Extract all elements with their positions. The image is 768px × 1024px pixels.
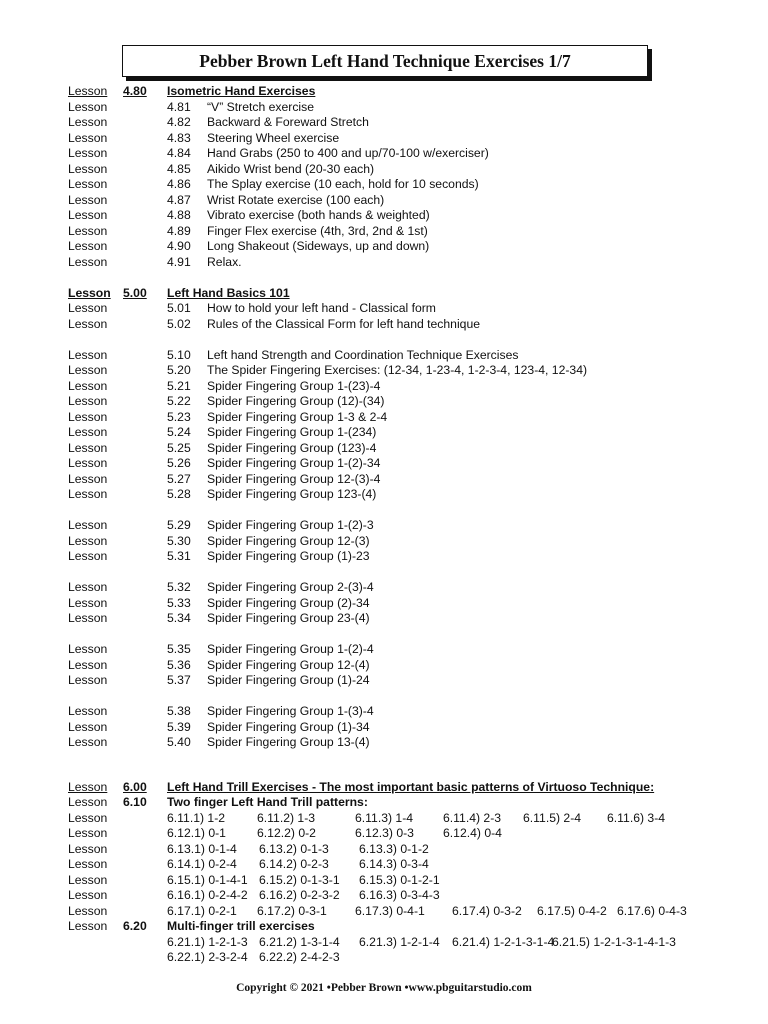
- lesson-label: Lesson: [68, 301, 108, 315]
- section-title: Multi-finger trill exercises: [167, 919, 315, 934]
- trill-pattern: 6.17.2) 0-3-1: [257, 903, 327, 918]
- section-number: 6.10: [123, 795, 147, 810]
- lesson-label: Lesson: [68, 487, 108, 501]
- lesson-title: Spider Fingering Group 1-(2)-3: [207, 518, 374, 532]
- lesson-title: The Spider Fingering Exercises: (12-34, 1-23-4, 1-2-3-4, 123-4, 12-34): [207, 363, 588, 377]
- lesson-label: Lesson: [68, 779, 108, 794]
- lesson-label: Lesson: [68, 704, 108, 718]
- lesson-label: Lesson: [68, 394, 108, 408]
- lesson-label: Lesson: [68, 719, 108, 734]
- lesson-label: Lesson: [68, 192, 108, 207]
- lesson-title: Spider Fingering Group (2)-34: [207, 595, 370, 610]
- trill-pattern: 6.16.1) 0-2-4-2: [167, 888, 248, 903]
- trill-pattern: 6.16.3) 0-3-4-3: [359, 888, 440, 903]
- trill-pattern: 6.11.2) 1-3: [257, 810, 316, 825]
- lesson-title: Steering Wheel exercise: [207, 130, 340, 145]
- section-number: 4.80: [123, 84, 147, 98]
- section-title: Left Hand Basics 101: [167, 285, 290, 300]
- lesson-number: 5.23: [167, 409, 191, 424]
- lesson-title: Spider Fingering Group 1-3 & 2-4: [207, 409, 388, 424]
- lesson-title: Spider Fingering Group 12-(4): [207, 657, 370, 672]
- trill-pattern: 6.21.4) 1-2-1-3-1-4: [452, 934, 555, 949]
- page-title: Pebber Brown Left Hand Technique Exercises 1/7: [199, 50, 571, 71]
- lesson-label: Lesson: [68, 471, 108, 486]
- lesson-number: 5.32: [167, 580, 191, 594]
- trill-pattern: 6.14.3) 0-3-4: [359, 857, 429, 872]
- trill-pattern: 6.13.1) 0-1-4: [167, 841, 237, 856]
- lesson-label: Lesson: [68, 919, 108, 934]
- lesson-title: Spider Fingering Group (1)-23: [207, 549, 370, 563]
- lesson-label: Lesson: [68, 130, 108, 145]
- lesson-label: Lesson: [68, 657, 108, 672]
- lesson-title: Backward & Foreward Stretch: [207, 115, 369, 129]
- lesson-title: Wrist Rotate exercise (100 each): [207, 192, 385, 207]
- trill-pattern: 6.22.1) 2-3-2-4: [167, 950, 248, 965]
- trill-pattern: 6.12.3) 0-3: [355, 826, 414, 841]
- lesson-title: Spider Fingering Group (12)-(34): [207, 394, 385, 408]
- lesson-title: Left hand Strength and Coordination Technique Exercises: [207, 347, 519, 362]
- lesson-label: Lesson: [68, 888, 108, 903]
- trill-pattern: 6.17.3) 0-4-1: [355, 903, 425, 918]
- lesson-label: Lesson: [68, 456, 108, 470]
- lesson-number: 5.21: [167, 378, 191, 393]
- trill-pattern: 6.17.5) 0-4-2: [537, 903, 607, 918]
- section-number: 6.20: [123, 919, 147, 934]
- lesson-title: Spider Fingering Group 23-(4): [207, 611, 370, 625]
- trill-pattern: 6.17.4) 0-3-2: [452, 903, 522, 918]
- lesson-number: 5.20: [167, 363, 191, 377]
- lesson-label: Lesson: [68, 611, 108, 625]
- lesson-label: Lesson: [68, 440, 108, 455]
- lesson-label: Lesson: [68, 857, 108, 872]
- lesson-number: 5.02: [167, 316, 191, 331]
- lesson-number: 4.88: [167, 208, 191, 222]
- lesson-title: Hand Grabs (250 to 400 and up/70-100 w/exerciser): [207, 146, 489, 160]
- lesson-number: 4.84: [167, 146, 191, 160]
- lesson-label: Lesson: [68, 363, 108, 377]
- lesson-label: Lesson: [68, 285, 111, 300]
- trill-pattern: 6.11.5) 2-4: [523, 810, 582, 825]
- lesson-title: Spider Fingering Group 12-(3)-4: [207, 471, 381, 486]
- trill-pattern: 6.11.3) 1-4: [355, 810, 414, 825]
- lesson-number: 4.91: [167, 254, 191, 269]
- lesson-title: Spider Fingering Group 123-(4): [207, 487, 377, 501]
- lesson-title: Finger Flex exercise (4th, 3rd, 2nd & 1st): [207, 223, 428, 238]
- lesson-label: Lesson: [68, 177, 108, 191]
- trill-pattern: 6.21.3) 1-2-1-4: [359, 934, 440, 949]
- lesson-label: Lesson: [68, 872, 108, 887]
- lesson-title: Spider Fingering Group 1-(2)-4: [207, 642, 374, 656]
- lesson-number: 5.36: [167, 657, 191, 672]
- lesson-number: 5.37: [167, 673, 191, 687]
- trill-pattern: 6.12.1) 0-1: [167, 826, 226, 841]
- lesson-number: 5.30: [167, 533, 191, 548]
- trill-pattern: 6.17.1) 0-2-1: [167, 903, 237, 918]
- lesson-label: Lesson: [68, 795, 108, 810]
- trill-pattern: 6.21.1) 1-2-1-3: [167, 934, 248, 949]
- lesson-label: Lesson: [68, 841, 108, 856]
- lesson-label: Lesson: [68, 223, 108, 238]
- section-number: 5.00: [123, 285, 147, 300]
- trill-pattern: 6.21.5) 1-2-1-3-1-4-1-3: [552, 934, 676, 949]
- lesson-number: 5.01: [167, 301, 191, 315]
- lesson-title: Relax.: [207, 254, 242, 269]
- lesson-label: Lesson: [68, 208, 108, 222]
- trill-pattern: 6.12.4) 0-4: [443, 826, 502, 841]
- lesson-label: Lesson: [68, 533, 108, 548]
- lesson-number: 4.86: [167, 177, 191, 191]
- lesson-number: 5.31: [167, 549, 191, 563]
- lesson-title: Spider Fingering Group (1)-34: [207, 719, 370, 734]
- lesson-label: Lesson: [68, 347, 108, 362]
- trill-pattern: 6.14.2) 0-2-3: [259, 857, 329, 872]
- lesson-title: “V” Stretch exercise: [207, 99, 315, 114]
- lesson-label: Lesson: [68, 115, 108, 129]
- lesson-number: 5.39: [167, 719, 191, 734]
- lesson-title: Spider Fingering Group 1-(2)-34: [207, 456, 381, 470]
- lesson-number: 4.83: [167, 130, 191, 145]
- trill-pattern: 6.14.1) 0-2-4: [167, 857, 237, 872]
- lesson-label: Lesson: [68, 580, 108, 594]
- lesson-number: 4.90: [167, 239, 191, 253]
- lesson-number: 4.82: [167, 115, 191, 129]
- lesson-label: Lesson: [68, 826, 108, 841]
- lesson-number: 5.24: [167, 425, 191, 439]
- lesson-title: Spider Fingering Group (123)-4: [207, 440, 377, 455]
- trill-pattern: 6.11.6) 3-4: [607, 810, 666, 825]
- lesson-label: Lesson: [68, 810, 108, 825]
- lesson-number: 5.26: [167, 456, 191, 470]
- lesson-number: 5.34: [167, 611, 191, 625]
- lesson-number: 5.27: [167, 471, 191, 486]
- lesson-title: Rules of the Classical Form for left hand technique: [207, 316, 480, 331]
- lesson-number: 5.38: [167, 704, 191, 718]
- lesson-title: How to hold your left hand - Classical form: [207, 301, 436, 315]
- lesson-label: Lesson: [68, 735, 108, 749]
- lesson-title: Aikido Wrist bend (20-30 each): [207, 161, 375, 176]
- lesson-number: 5.29: [167, 518, 191, 532]
- lesson-number: 5.10: [167, 347, 191, 362]
- trill-pattern: 6.13.2) 0-1-3: [259, 841, 329, 856]
- lesson-label: Lesson: [68, 518, 108, 532]
- section-title: Left Hand Trill Exercises - The most important basic patterns of Virtuoso Technique:: [167, 779, 655, 794]
- lesson-title: The Splay exercise (10 each, hold for 10 seconds): [207, 177, 479, 191]
- lesson-label: Lesson: [68, 146, 108, 160]
- trill-pattern: 6.15.1) 0-1-4-1: [167, 872, 248, 887]
- trill-pattern: 6.21.2) 1-3-1-4: [259, 934, 340, 949]
- trill-pattern: 6.16.2) 0-2-3-2: [259, 888, 340, 903]
- lesson-title: Spider Fingering Group 1-(234): [207, 425, 377, 439]
- trill-pattern: 6.13.3) 0-1-2: [359, 841, 429, 856]
- lesson-label: Lesson: [68, 378, 108, 393]
- lesson-number: 4.81: [167, 99, 191, 114]
- section-number: 6.00: [123, 779, 147, 794]
- lesson-title: Spider Fingering Group 2-(3)-4: [207, 580, 374, 594]
- lesson-label: Lesson: [68, 316, 108, 331]
- lesson-title: Vibrato exercise (both hands & weighted): [207, 208, 430, 222]
- lesson-label: Lesson: [68, 99, 108, 114]
- lesson-title: Spider Fingering Group 13-(4): [207, 735, 370, 749]
- lesson-number: 5.22: [167, 394, 191, 408]
- lesson-label: Lesson: [68, 595, 108, 610]
- lesson-label: Lesson: [68, 239, 108, 253]
- lesson-title: Spider Fingering Group 1-(23)-4: [207, 378, 381, 393]
- trill-pattern: 6.11.4) 2-3: [443, 810, 502, 825]
- trill-pattern: 6.12.2) 0-2: [257, 826, 316, 841]
- trill-pattern: 6.22.2) 2-4-2-3: [259, 950, 340, 965]
- lesson-title: Spider Fingering Group (1)-24: [207, 673, 370, 687]
- lesson-label: Lesson: [68, 161, 108, 176]
- lesson-number: 4.89: [167, 223, 191, 238]
- title-box: [122, 45, 648, 77]
- trill-pattern: 6.15.3) 0-1-2-1: [359, 872, 440, 887]
- lesson-number: 4.85: [167, 161, 191, 176]
- lesson-label: Lesson: [68, 409, 108, 424]
- lesson-number: 5.33: [167, 595, 191, 610]
- section-title: Two finger Left Hand Trill patterns:: [167, 795, 368, 810]
- lesson-label: Lesson: [68, 425, 108, 439]
- lesson-title: Spider Fingering Group 1-(3)-4: [207, 704, 374, 718]
- trill-pattern: 6.11.1) 1-2: [167, 810, 226, 825]
- lesson-number: 5.40: [167, 735, 191, 749]
- lesson-number: 5.35: [167, 642, 191, 656]
- trill-pattern: 6.15.2) 0-1-3-1: [259, 872, 340, 887]
- lesson-label: Lesson: [68, 642, 108, 656]
- lesson-title: Spider Fingering Group 12-(3): [207, 533, 370, 548]
- copyright-footer: Copyright © 2021 •Pebber Brown •www.pbguitarstudio.com: [236, 982, 532, 994]
- lesson-label: Lesson: [68, 84, 108, 98]
- lesson-number: 5.25: [167, 440, 191, 455]
- section-title: Isometric Hand Exercises: [167, 84, 316, 98]
- lesson-label: Lesson: [68, 903, 108, 918]
- lesson-number: 4.87: [167, 192, 191, 207]
- trill-pattern: 6.17.6) 0-4-3: [617, 903, 687, 918]
- lesson-label: Lesson: [68, 673, 108, 687]
- lesson-label: Lesson: [68, 254, 108, 269]
- lesson-title: Long Shakeout (Sideways, up and down): [207, 239, 430, 253]
- lesson-label: Lesson: [68, 549, 108, 563]
- lesson-number: 5.28: [167, 487, 191, 501]
